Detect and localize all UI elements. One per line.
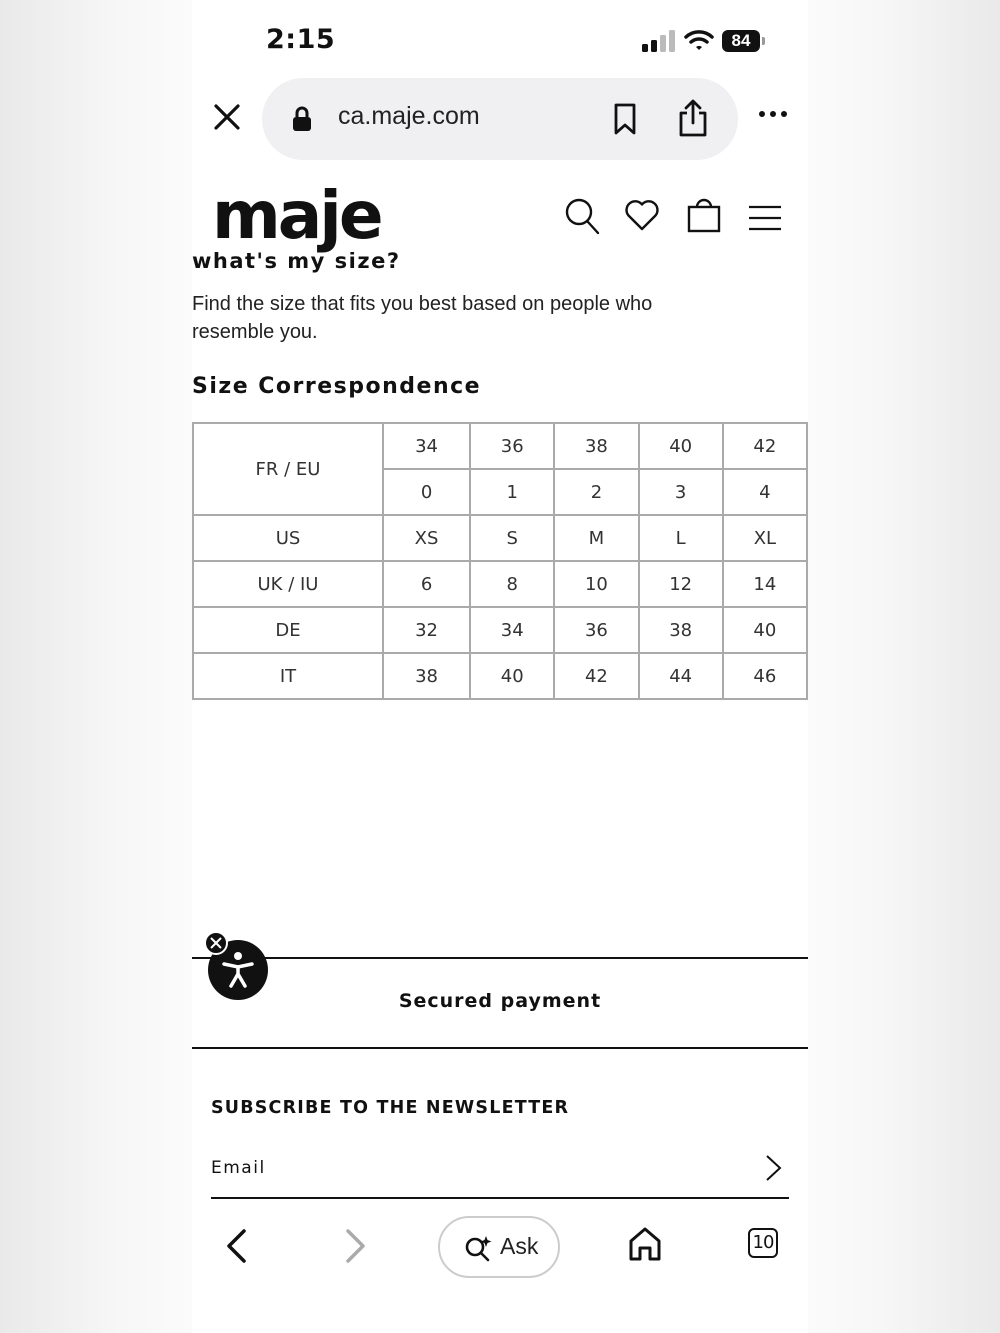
chevron-right-icon[interactable] — [764, 1154, 784, 1182]
battery-tip — [762, 37, 765, 45]
table-cell: 2 — [554, 469, 638, 515]
shopping-bag-icon[interactable] — [687, 196, 721, 234]
sparkle-search-icon — [464, 1234, 492, 1262]
accessibility-close-button[interactable] — [204, 931, 228, 955]
table-cell: 38 — [554, 423, 638, 469]
table-cell: XL — [723, 515, 807, 561]
address-bar[interactable] — [262, 78, 738, 160]
size-guide-heading: what's my size? — [192, 252, 401, 273]
table-cell: 4 — [723, 469, 807, 515]
size-guide-description: Find the size that fits you best based on people who resemble you. — [192, 293, 653, 343]
table-cell: 36 — [470, 423, 554, 469]
secured-payment-label: Secured payment — [398, 990, 602, 1012]
accessibility-icon — [220, 950, 256, 990]
table-cell: 38 — [639, 607, 723, 653]
table-cell: 10 — [554, 561, 638, 607]
table-row — [193, 423, 807, 469]
home-icon[interactable] — [628, 1226, 662, 1262]
table-cell: 44 — [639, 653, 723, 699]
search-icon[interactable] — [564, 197, 600, 235]
maje-logo[interactable]: maje — [212, 177, 381, 254]
table-cell: 42 — [554, 653, 638, 699]
newsletter-title: SUBSCRIBE TO THE NEWSLETTER — [211, 1098, 570, 1118]
size-correspondence-title: Size Correspondence — [192, 374, 482, 399]
row-label-it: IT — [193, 653, 383, 699]
table-cell: M — [554, 515, 638, 561]
table-cell: 8 — [470, 561, 554, 607]
divider — [192, 957, 808, 959]
lock-icon — [292, 106, 312, 132]
heart-icon[interactable] — [624, 198, 660, 232]
table-cell: L — [639, 515, 723, 561]
table-cell: 32 — [383, 607, 470, 653]
browser-toolbar — [192, 1210, 808, 1333]
back-arrow-icon[interactable] — [224, 1228, 250, 1264]
table-row — [193, 515, 807, 561]
forward-arrow-icon[interactable] — [342, 1228, 368, 1264]
table-row — [193, 653, 807, 699]
status-time: 2:15 — [266, 24, 336, 55]
table-cell: 42 — [723, 423, 807, 469]
ask-button[interactable] — [438, 1216, 560, 1278]
table-cell: XS — [383, 515, 470, 561]
url-text: ca.maje.com — [338, 102, 480, 130]
size-correspondence-table — [192, 422, 808, 700]
share-icon[interactable] — [676, 98, 710, 138]
table-row — [193, 607, 807, 653]
bookmark-icon[interactable] — [612, 102, 638, 136]
table-cell: 34 — [470, 607, 554, 653]
tabs-button[interactable]: 10 — [748, 1228, 778, 1258]
table-cell: 1 — [470, 469, 554, 515]
more-options-icon[interactable] — [758, 106, 788, 122]
row-label-us: US — [193, 515, 383, 561]
table-cell: 12 — [639, 561, 723, 607]
row-label-de: DE — [193, 607, 383, 653]
table-cell: 14 — [723, 561, 807, 607]
table-cell: 0 — [383, 469, 470, 515]
email-underline — [211, 1197, 789, 1199]
table-cell: 36 — [554, 607, 638, 653]
divider — [192, 1047, 808, 1049]
close-icon — [210, 937, 222, 949]
close-icon[interactable] — [212, 102, 242, 132]
table-cell: 40 — [723, 607, 807, 653]
table-cell: 40 — [639, 423, 723, 469]
table-cell: 3 — [639, 469, 723, 515]
table-cell: 34 — [383, 423, 470, 469]
table-row — [193, 561, 807, 607]
menu-icon[interactable] — [748, 205, 782, 231]
table-cell: 46 — [723, 653, 807, 699]
table-cell: 40 — [470, 653, 554, 699]
email-input[interactable] — [211, 1150, 771, 1186]
battery-icon: 84 — [722, 30, 760, 52]
table-cell: S — [470, 515, 554, 561]
phone-screen — [192, 0, 808, 1333]
table-cell: 38 — [383, 653, 470, 699]
row-label-uk-iu: UK / IU — [193, 561, 383, 607]
cellular-signal-icon — [642, 30, 676, 52]
row-label-fr-eu: FR / EU — [193, 423, 383, 515]
table-cell: 6 — [383, 561, 470, 607]
ask-label: Ask — [500, 1233, 539, 1259]
wifi-icon — [684, 28, 714, 52]
